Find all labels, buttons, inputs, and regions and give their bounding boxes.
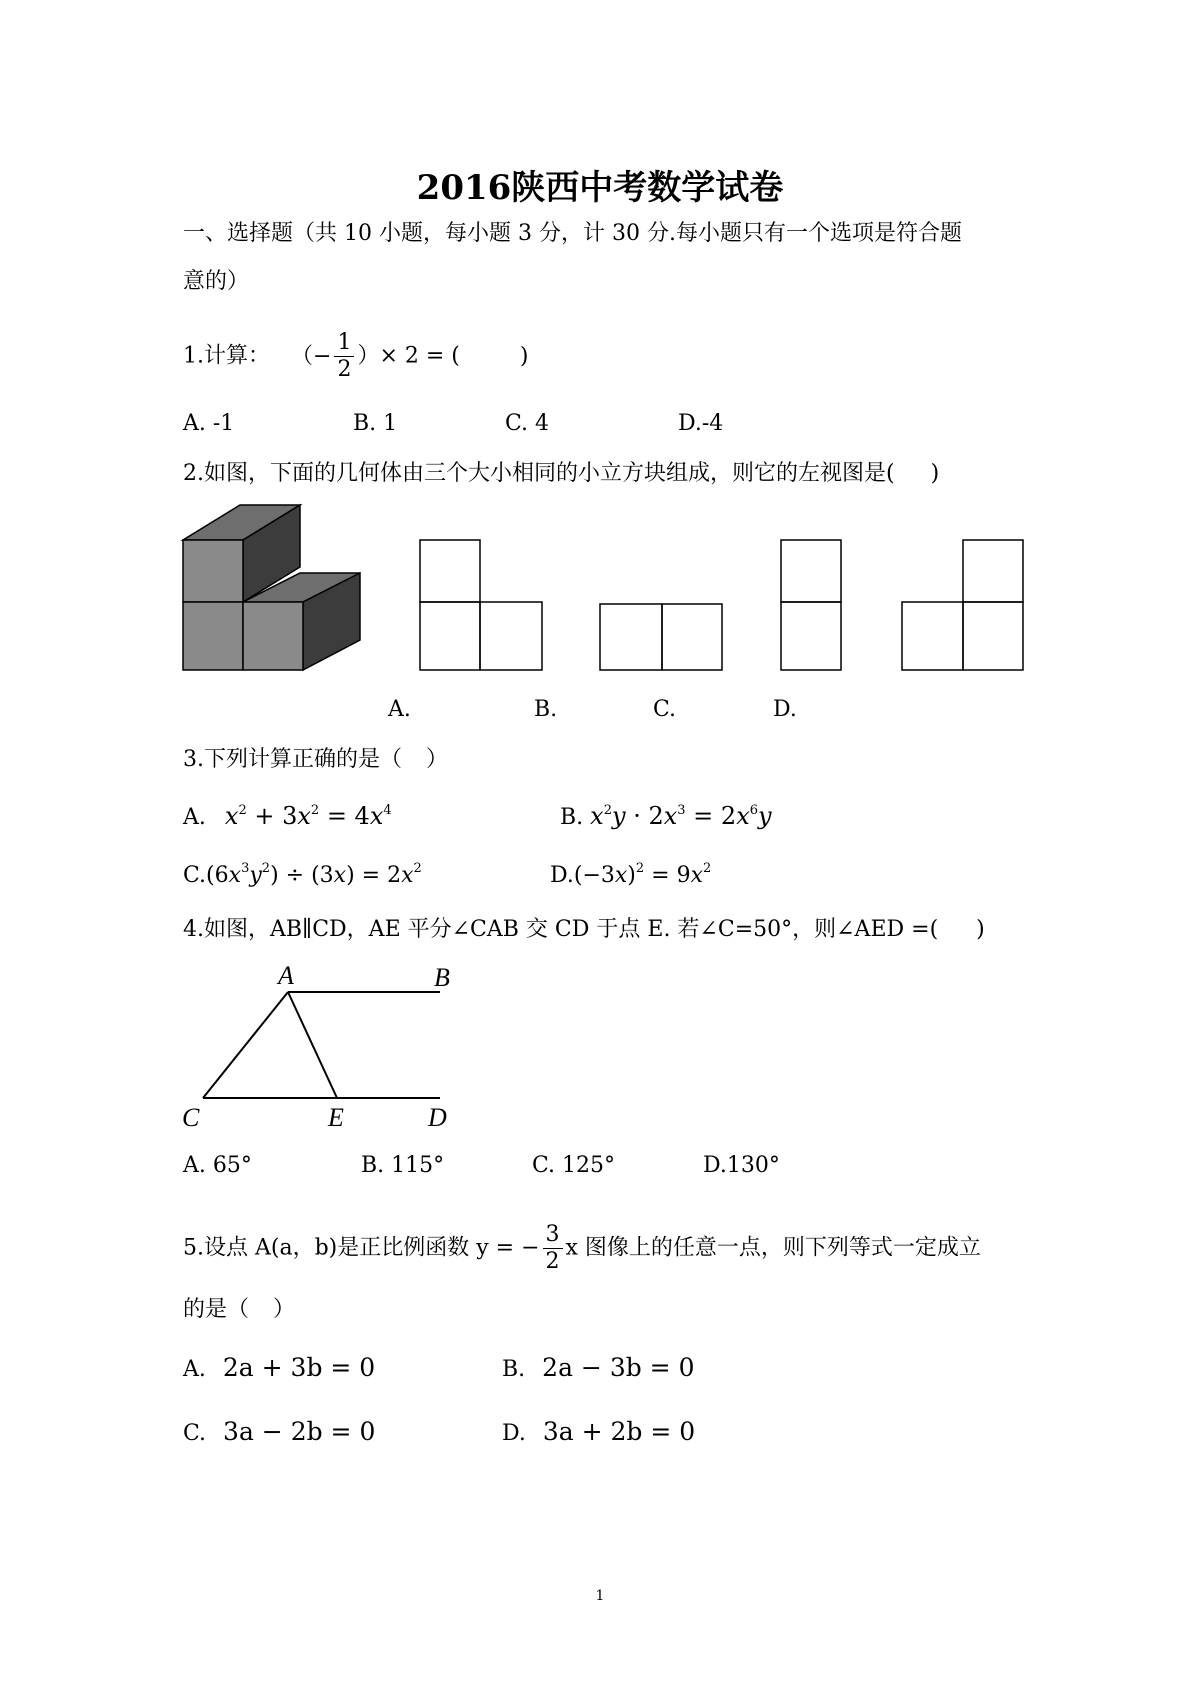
q5-b-label: B. <box>502 1357 526 1382</box>
q4-stem-text: 4.如图，AB∥CD，AE 平分∠CAB 交 CD 于点 E. 若∠C=50°，则∠AED =( <box>183 917 939 942</box>
q1-open-paren: （− <box>291 343 332 369</box>
q3-option-d: $D.(-3x)^2 = 9x^2$ <box>550 861 712 888</box>
q4-option-c: C. 125° <box>532 1153 616 1178</box>
q5-b-expr: 2a − 3b = 0 <box>542 1353 695 1382</box>
q5-a-expr: 2a + 3b = 0 <box>222 1353 376 1382</box>
q5-blank-close: ） <box>273 1297 296 1322</box>
q3-option-c: $C.(6x^3y^2) \div (3x) = 2x^2$ <box>183 861 422 888</box>
q5-d-label: D. <box>502 1421 526 1446</box>
point-c-label: C <box>182 1103 200 1132</box>
q1-prefix: 1.计算： <box>183 343 270 369</box>
q5-stem-line2 <box>183 1296 295 1324</box>
q5-stem-post: x 图像上的任意一点，则下列等式一定成立 <box>565 1235 981 1261</box>
point-a-label: A <box>278 961 294 990</box>
point-d-label: D <box>428 1103 447 1132</box>
q5-option-b <box>502 1354 694 1384</box>
line-ae <box>288 992 337 1098</box>
q2-stem-text: 2.如图，下面的几何体由三个大小相同的小立方块组成，则它的左视图是( <box>183 461 895 486</box>
q2-blank-close: ) <box>930 461 940 486</box>
q5-option-a <box>183 1354 375 1384</box>
q4-blank-close: ) <box>976 917 985 942</box>
q3-d-label: D. <box>550 863 574 888</box>
q5-c-label: C. <box>183 1421 207 1446</box>
q3-option-a: A. $x^2 + 3x^2 = 4x^4$ <box>183 802 392 830</box>
q5-c-expr: 3a − 2b = 0 <box>223 1417 376 1446</box>
q4-option-d: D.130° <box>703 1153 780 1178</box>
q5-frac-num: 3 <box>543 1222 563 1249</box>
q1-frac-num: 1 <box>334 330 354 357</box>
q5-stem-line2-text: 的是（ <box>183 1297 250 1322</box>
q5-a-label: A. <box>183 1357 206 1382</box>
q1-option-d: D.-4 <box>678 411 724 436</box>
q2-option-a: A. <box>388 697 411 722</box>
q1-option-a: A. -1 <box>183 411 235 436</box>
q5-frac-den: 2 <box>545 1249 560 1274</box>
q2-option-c: C. <box>653 697 677 722</box>
q5-stem-pre: 5.设点 A(a，b)是正比例函数 y = − <box>183 1235 540 1261</box>
q3-blank-close: ） <box>426 747 449 772</box>
section-heading-line1: 一、选择题（共 10 小题，每小题 3 分，计 30 分.每小题只有一个选项是符合题 <box>183 221 962 246</box>
q5-fraction <box>543 1222 563 1275</box>
q4-option-a: A. 65° <box>183 1153 252 1178</box>
point-e-label: E <box>328 1103 344 1132</box>
q1-frac-den: 2 <box>337 357 352 382</box>
q1-after-frac: ）× 2 = ( <box>357 343 460 369</box>
q1-option-c: C. 4 <box>505 411 550 436</box>
q3-b-label: B. <box>560 805 584 830</box>
q4-option-b: B. 115° <box>361 1153 445 1178</box>
q5-d-expr: 3a + 2b = 0 <box>542 1417 696 1446</box>
q2-option-d: D. <box>773 697 797 722</box>
q2-option-b: B. <box>534 697 558 722</box>
q3-stem-text: 3.下列计算正确的是（ <box>183 747 402 772</box>
page-title: 2016陕西中考数学试卷 <box>416 168 784 208</box>
section-heading-line2: 意的） <box>183 269 250 294</box>
point-b-label: B <box>434 963 450 992</box>
q5-option-d <box>502 1418 695 1448</box>
q3-option-b: B. $x^2y \cdot 2x^3 = 2x^6y$ <box>560 802 772 830</box>
q3-a-label: A. <box>183 805 206 830</box>
line-ac <box>203 992 288 1098</box>
page-number: 1 <box>595 1588 605 1604</box>
q3-c-label: C. <box>183 863 207 888</box>
question-5-stem <box>183 1222 981 1275</box>
q1-blank-close: ) <box>519 343 529 369</box>
q1-option-b: B. 1 <box>353 411 398 436</box>
q5-option-c <box>183 1418 375 1448</box>
